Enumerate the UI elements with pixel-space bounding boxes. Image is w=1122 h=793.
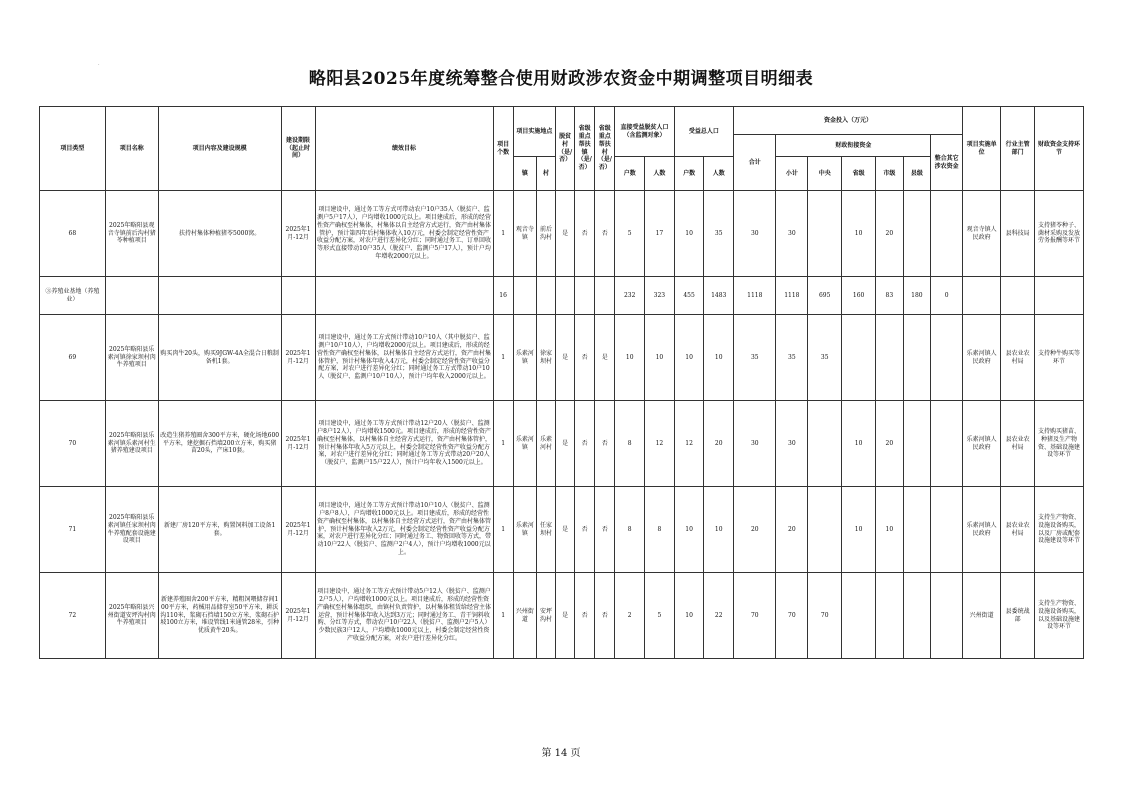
category-label-cell: ③养殖业基地（养殖业） bbox=[40, 277, 106, 315]
total-households-cell: 455 bbox=[674, 277, 704, 315]
fund-county-cell bbox=[903, 191, 931, 277]
implementing-unit-cell: 乐素河镇人民政府 bbox=[963, 487, 1001, 573]
header-period: 建设期限（起止时间） bbox=[281, 107, 315, 191]
header-direct-benefit: 直接受益脱贫人口（含监测对象） bbox=[615, 107, 674, 157]
table-row bbox=[40, 487, 1084, 573]
project-count-cell: 16 bbox=[493, 277, 513, 315]
project-name-cell: 2025年略阳县乐素河镇乐素河村生猪养殖建设项目 bbox=[105, 401, 158, 487]
header-fiscal: 财政衔接资金 bbox=[776, 135, 931, 157]
support-link-cell: 支持生产物资、设施设备购买，以及基础设施建设等环节 bbox=[1035, 573, 1084, 659]
empty-cell bbox=[315, 277, 493, 315]
performance-goal-cell: 项目建设中，通过务工等方式预计带动12户20人（脱贫户、监测户8户12人），户均增收1500元。项目建成后，形成的经营性资产确权至村集体，以村集体自主经营方式运行，资产由村集体管护，预计村集体年收入5万元以上，村委会制定经营性资产收益分配方案，对农户进行差异化分红；同时通过务工等方式带动20户20人（脱贫户、监测户15户22人），预计户均年收入1500元以上。 bbox=[315, 401, 493, 487]
total-households-cell: 10 bbox=[674, 573, 704, 659]
fund-central-cell: 695 bbox=[808, 277, 842, 315]
header-provincial: 省级 bbox=[842, 157, 876, 191]
direct-households-cell: 10 bbox=[615, 315, 645, 401]
fund-other-cell bbox=[931, 315, 963, 401]
header-city: 市级 bbox=[876, 157, 904, 191]
fund-provincial-cell: 160 bbox=[842, 277, 876, 315]
fund-city-cell: 10 bbox=[876, 487, 904, 573]
header-other: 整合其它涉农资金 bbox=[931, 135, 963, 191]
prov-town-flag-cell: 否 bbox=[575, 573, 595, 659]
table-row bbox=[40, 401, 1084, 487]
poor-village-flag-cell: 是 bbox=[556, 401, 575, 487]
performance-goal-cell: 项目建设中，通过务工等方式可带动农户10户35人（脱贫户、监测户5户17人），户均增收1000元以上。项目建成后，形成的经营性资产确权至村集体，村集体以自主经营方式运行，资产由村集体管护，预计第四年后村集体收入10万元，村委会制定经营性资产收益分配方案，对农户进行差异化分红；同时通过务工、订单回收等形式直接带动10户35人（脱贫户、监测户5户17人），预计户均年增收2000元以上。 bbox=[315, 191, 493, 277]
header-dept: 行业主管部门 bbox=[1001, 107, 1035, 191]
project-count-cell: 1 bbox=[493, 315, 513, 401]
empty-cell bbox=[575, 277, 595, 315]
supervising-dept-cell: 县农业农村局 bbox=[1001, 315, 1035, 401]
fund-central-cell bbox=[808, 487, 842, 573]
project-content-cell: 新建厂房120平方米，购置饲料加工设备1套。 bbox=[158, 487, 281, 573]
village-cell: 乐素河村 bbox=[536, 401, 555, 487]
total-households-cell: 10 bbox=[674, 315, 704, 401]
total-households-cell: 12 bbox=[674, 401, 704, 487]
fund-other-cell bbox=[931, 191, 963, 277]
header-poor-village: 脱贫村（是/否） bbox=[556, 107, 575, 191]
fund-central-cell: 70 bbox=[808, 573, 842, 659]
fund-subtotal-cell: 30 bbox=[776, 191, 808, 277]
empty-cell bbox=[1035, 277, 1084, 315]
header-prov-village: 省级重点帮扶村（是/否） bbox=[595, 107, 615, 191]
empty-cell bbox=[513, 277, 536, 315]
fund-other-cell bbox=[931, 401, 963, 487]
header-central: 中央 bbox=[808, 157, 842, 191]
village-cell: 安坪沟村 bbox=[536, 573, 555, 659]
prov-town-flag-cell: 否 bbox=[575, 191, 595, 277]
total-households-cell: 10 bbox=[674, 487, 704, 573]
implementing-unit-cell: 兴州街道 bbox=[963, 573, 1001, 659]
project-content-cell: 购买肉牛20头，购买9JGW-4A全混合日粮制备机1套。 bbox=[158, 315, 281, 401]
village-cell: 徐家坝村 bbox=[536, 315, 555, 401]
project-count-cell: 1 bbox=[493, 191, 513, 277]
project-count-cell: 1 bbox=[493, 487, 513, 573]
header-county: 县级 bbox=[903, 157, 931, 191]
supervising-dept-cell: 县科技局 bbox=[1001, 191, 1035, 277]
direct-people-cell: 17 bbox=[645, 191, 675, 277]
poor-village-flag-cell: 是 bbox=[556, 191, 575, 277]
fund-total-cell: 70 bbox=[734, 573, 776, 659]
header-total-households: 户数 bbox=[674, 157, 704, 191]
header-total: 合计 bbox=[734, 135, 776, 191]
table-header bbox=[40, 107, 1084, 191]
fund-subtotal-cell: 20 bbox=[776, 487, 808, 573]
fund-county-cell bbox=[903, 315, 931, 401]
town-cell: 乐素河镇 bbox=[513, 401, 536, 487]
project-content-cell: 改造生猪养殖圈舍300平方米，硬化场地600平方米，建挖掘石挡墙200立方米，购买猪苗20头，产床10套。 bbox=[158, 401, 281, 487]
total-people-cell: 22 bbox=[704, 573, 734, 659]
project-count-cell: 1 bbox=[493, 573, 513, 659]
direct-people-cell: 8 bbox=[645, 487, 675, 573]
header-total-people: 人数 bbox=[704, 157, 734, 191]
direct-households-cell: 5 bbox=[615, 191, 645, 277]
header-content: 项目内容及建设规模 bbox=[158, 107, 281, 191]
fund-provincial-cell: 10 bbox=[842, 401, 876, 487]
row-number-cell: 68 bbox=[40, 191, 106, 277]
performance-goal-cell: 项目建设中，通过务工等方式预计带动10户10人（脱贫户、监测户8户8人），户均增收1000元以上。项目建成后，形成的经营性资产确权至村集体，以村集体自主经营方式运行，资产由村集体管护，预计村集体年收入2万元，村委会制定经营性资产收益分配方案，对农户进行差异化分红；同时通过务工、物资回收等方式，带动10户22人（脱贫户、监测户2户4人），预计户均增收1000元以上。 bbox=[315, 487, 493, 573]
page-number: 第 14 页 bbox=[541, 748, 581, 759]
total-people-cell: 20 bbox=[704, 401, 734, 487]
project-name-cell: 2025年略阳县观音寺镇前后沟村猪苓种植项目 bbox=[105, 191, 158, 277]
fund-city-cell: 20 bbox=[876, 401, 904, 487]
total-people-cell: 35 bbox=[704, 191, 734, 277]
support-link-cell: 支持购买猪苗、种猪及生产物资、基础设施建设等环节 bbox=[1035, 401, 1084, 487]
direct-people-cell: 10 bbox=[645, 315, 675, 401]
supervising-dept-cell: 县农业农村局 bbox=[1001, 487, 1035, 573]
fund-city-cell: 83 bbox=[876, 277, 904, 315]
project-name-cell: 2025年略阳县乐素河镇任家坝村肉牛养殖配套设施建设项目 bbox=[105, 487, 158, 573]
empty-cell bbox=[536, 277, 555, 315]
project-count-cell: 1 bbox=[493, 401, 513, 487]
fund-city-cell bbox=[876, 315, 904, 401]
empty-cell bbox=[963, 277, 1001, 315]
project-detail-table bbox=[39, 106, 1084, 659]
poor-village-flag-cell: 是 bbox=[556, 487, 575, 573]
header-direct-people: 人数 bbox=[645, 157, 675, 191]
fund-total-cell: 30 bbox=[734, 401, 776, 487]
header-unit: 项目实施单位 bbox=[963, 107, 1001, 191]
row-number-cell: 72 bbox=[40, 573, 106, 659]
row-number-cell: 70 bbox=[40, 401, 106, 487]
fund-central-cell bbox=[808, 401, 842, 487]
fund-other-cell bbox=[931, 573, 963, 659]
table-row bbox=[40, 191, 1084, 277]
header-direct-households: 户数 bbox=[615, 157, 645, 191]
fund-subtotal-cell: 30 bbox=[776, 401, 808, 487]
empty-cell bbox=[1001, 277, 1035, 315]
fund-total-cell: 20 bbox=[734, 487, 776, 573]
scan-mark: · bbox=[98, 62, 100, 68]
performance-goal-cell: 项目建设中，通过务工等方式预计带动5户12人（脱贫户、监测户2户5人），户均增收1000元以上。项目建成后，形成的经营性资产确权至村集体组织，由镇村负责管护，以村集体租赁给经营主体运营，预计村集体年收入达到3万元；同时通过务工、青干饲料收购、分红等方式，带动农户10户22人（脱贫户、监测户2户5人）少数民族3户12人，户均增收1000元以上，村委会制定经营性资产收益分配方案，对农户进行差异化分红。 bbox=[315, 573, 493, 659]
empty-cell bbox=[105, 277, 158, 315]
prov-village-flag-cell: 是 bbox=[595, 315, 615, 401]
project-content-cell: 扶持村集体种植猪苓5000窝。 bbox=[158, 191, 281, 277]
direct-households-cell: 8 bbox=[615, 401, 645, 487]
table-row bbox=[40, 315, 1084, 401]
village-cell: 前后沟村 bbox=[536, 191, 555, 277]
fund-subtotal-cell: 35 bbox=[776, 315, 808, 401]
total-households-cell: 10 bbox=[674, 191, 704, 277]
project-name-cell: 2025年略阳县兴州街道安坪沟村肉牛养殖项目 bbox=[105, 573, 158, 659]
fund-total-cell: 30 bbox=[734, 191, 776, 277]
prov-village-flag-cell: 否 bbox=[595, 401, 615, 487]
support-link-cell: 支持生产物资、设施设备购买，以及厂房或配套设施建设等环节 bbox=[1035, 487, 1084, 573]
header-goal: 绩效目标 bbox=[315, 107, 493, 191]
fund-provincial-cell: 10 bbox=[842, 191, 876, 277]
town-cell: 乐素河镇 bbox=[513, 315, 536, 401]
empty-cell bbox=[556, 277, 575, 315]
total-people-cell: 1483 bbox=[704, 277, 734, 315]
header-name: 项目名称 bbox=[105, 107, 158, 191]
fund-county-cell bbox=[903, 487, 931, 573]
poor-village-flag-cell: 是 bbox=[556, 573, 575, 659]
row-number-cell: 71 bbox=[40, 487, 106, 573]
header-town: 镇 bbox=[513, 157, 536, 191]
fund-subtotal-cell: 70 bbox=[776, 573, 808, 659]
project-period-cell: 2025年1月-12月 bbox=[281, 487, 315, 573]
category-subtotal-row bbox=[40, 277, 1084, 315]
fund-county-cell bbox=[903, 573, 931, 659]
prov-town-flag-cell: 否 bbox=[575, 315, 595, 401]
project-name-cell: 2025年略阳县乐素河镇徐家坝村肉牛养殖项目 bbox=[105, 315, 158, 401]
prov-village-flag-cell: 否 bbox=[595, 487, 615, 573]
header-link: 财政资金支持环节 bbox=[1035, 107, 1084, 191]
fund-city-cell bbox=[876, 573, 904, 659]
supervising-dept-cell: 县委统战部 bbox=[1001, 573, 1035, 659]
header-village: 村 bbox=[536, 157, 555, 191]
fund-total-cell: 35 bbox=[734, 315, 776, 401]
town-cell: 兴州街道 bbox=[513, 573, 536, 659]
prov-village-flag-cell: 否 bbox=[595, 573, 615, 659]
implementing-unit-cell: 乐素河镇人民政府 bbox=[963, 315, 1001, 401]
project-period-cell: 2025年1月-12月 bbox=[281, 191, 315, 277]
header-funds: 资金投入（万元） bbox=[734, 107, 963, 135]
total-people-cell: 10 bbox=[704, 315, 734, 401]
table-body bbox=[40, 191, 1084, 659]
fund-subtotal-cell: 1118 bbox=[776, 277, 808, 315]
fund-central-cell bbox=[808, 191, 842, 277]
performance-goal-cell: 项目建设中，通过务工方式预计带动10户10人（其中脱贫户、监测户10户10人），户均增收2000元以上。项目建成后，形成的经营性资产确权至村集体，以村集体自主经营方式运行，资产由村集体管护，预计村集体年收入4万元，村委会制定经营性资产收益分配方案，对农户进行差异化分红；同时通过务工方式带动10户10人（脱贫户、监测户10户10人），预计户均年收入2000元以上。 bbox=[315, 315, 493, 401]
prov-town-flag-cell: 否 bbox=[575, 487, 595, 573]
implementing-unit-cell: 观音寺镇人民政府 bbox=[963, 191, 1001, 277]
village-cell: 任家坝村 bbox=[536, 487, 555, 573]
project-content-cell: 新建养殖圈舍200平方米，精粗饲喂储存间100平方米，药械用品储存室50平方米，耕沃沟110米，浆砌石挡墙150立方米，浆砌石护坡100立方米，堆设管线1米通管28米，引种优质黄牛20头。 bbox=[158, 573, 281, 659]
support-link-cell: 支持种牛购买等环节 bbox=[1035, 315, 1084, 401]
town-cell: 乐素河镇 bbox=[513, 487, 536, 573]
support-link-cell: 支持猪苓种子、菌材采购及发放劳务报酬等环节 bbox=[1035, 191, 1084, 277]
row-number-cell: 69 bbox=[40, 315, 106, 401]
project-period-cell: 2025年1月-12月 bbox=[281, 401, 315, 487]
fund-county-cell: 180 bbox=[903, 277, 931, 315]
empty-cell bbox=[595, 277, 615, 315]
poor-village-flag-cell: 是 bbox=[556, 315, 575, 401]
total-people-cell: 10 bbox=[704, 487, 734, 573]
empty-cell bbox=[281, 277, 315, 315]
direct-people-cell: 5 bbox=[645, 573, 675, 659]
fund-city-cell: 20 bbox=[876, 191, 904, 277]
fund-county-cell bbox=[903, 401, 931, 487]
document-title: 略阳县2025年度统筹整合使用财政涉农资金中期调整项目明细表 bbox=[308, 69, 814, 89]
implementing-unit-cell: 乐素河镇人民政府 bbox=[963, 401, 1001, 487]
header-subtotal: 小计 bbox=[776, 157, 808, 191]
project-period-cell: 2025年1月-12月 bbox=[281, 315, 315, 401]
town-cell: 观音寺镇 bbox=[513, 191, 536, 277]
direct-households-cell: 8 bbox=[615, 487, 645, 573]
fund-central-cell: 35 bbox=[808, 315, 842, 401]
table-row bbox=[40, 573, 1084, 659]
project-period-cell: 2025年1月-12月 bbox=[281, 573, 315, 659]
prov-town-flag-cell: 否 bbox=[575, 401, 595, 487]
fund-provincial-cell bbox=[842, 315, 876, 401]
direct-households-cell: 2 bbox=[615, 573, 645, 659]
header-type: 项目类型 bbox=[40, 107, 106, 191]
fund-provincial-cell: 10 bbox=[842, 487, 876, 573]
direct-people-cell: 12 bbox=[645, 401, 675, 487]
supervising-dept-cell: 县农业农村局 bbox=[1001, 401, 1035, 487]
fund-other-cell: 0 bbox=[931, 277, 963, 315]
fund-total-cell: 1118 bbox=[734, 277, 776, 315]
fund-provincial-cell bbox=[842, 573, 876, 659]
prov-village-flag-cell: 否 bbox=[595, 191, 615, 277]
fund-other-cell bbox=[931, 487, 963, 573]
header-prov-town: 省级重点帮扶镇（是/否） bbox=[575, 107, 595, 191]
header-location: 项目实施地点 bbox=[513, 107, 555, 157]
header-count: 项目个数 bbox=[493, 107, 513, 191]
direct-households-cell: 232 bbox=[615, 277, 645, 315]
header-total-benefit: 受益总人口 bbox=[674, 107, 733, 157]
direct-people-cell: 323 bbox=[645, 277, 675, 315]
empty-cell bbox=[158, 277, 281, 315]
